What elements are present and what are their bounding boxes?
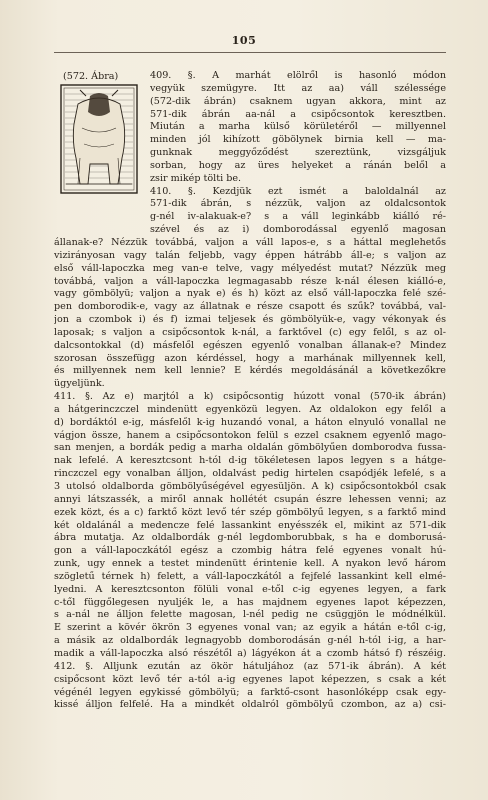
text-line: és millyennek nem kell lennie? E kérdés megoldásánál a következőkre [54,365,446,377]
text-line: két oldalánál a medencze felé lassankint enyésszék el, mikint az 571-dik [54,519,446,531]
text-line: 571-dik ábrán aa-nál a csipőcsontok keresztben. [150,108,446,120]
text-line: madik a váll-lapoczka alsó részétől a) lágyékon át a czomb hátsó f) részéig. [54,647,446,659]
text-line: minden jól kihízott göbölynek birnia kell — ma- [150,134,446,146]
text-line: szével és az i) domborodással egyenlő magosan [150,224,446,236]
text-line: első váll-lapoczka meg van-e telve, vagy mélyedést mutat? Nézzük meg [54,262,446,274]
text-line: ábra mutatja. Az oldalbordák g-nél legdomborubbak, s ha e domborusá- [54,532,446,544]
text-line: E szerint a kövér ökrön 3 egyenes vonal van; az egyik a hátán e-től c-ig, [54,622,446,634]
text-line: laposak; s valjon a csipőcsontok k-nál, a farktővel (c) egy felől, s az ol- [54,326,446,338]
text-line: g-nél iv-alakuak-e? s a váll leginkább kiálló ré- [150,211,446,223]
text-line: d) bordáktól e-ig, másfelől k-ig huzandó vonal, a háton elnyuló vonallal ne [54,416,446,428]
text-line: pen domborodik-e, vagy az állatnak e része csapott és szűk? továbbá, val- [54,301,446,313]
text-line: 410. §. Kezdjük ezt ismét a baloldalnál az [150,185,446,197]
text-line: Miután a marha külső körületéről — millyennel [150,121,446,133]
text-line: a hátgerinczczel mindenütt egyenközü legyen. Az oldalokon egy felől a [54,403,446,415]
text-line: 3 utolsó oldalborda gömbölyűségével egyesüljön. A k) csipőcsontokból csak [54,481,446,492]
text-line: 411. §. Az e) marjtól a k) csipőcsontig húzott vonal (570-ik ábrán) [54,391,446,403]
text-line: nak lefelé. A keresztcsont h-tól d-ig tökéletesen lapos legyen s a hátge- [54,455,446,467]
text-line: végénél legyen egykissé gömbölyü; a farktő-csont hasonlóképp csak egy- [54,686,446,698]
text-line: csipőcsont közt levő tér a-tól a-ig egyenes lapot képezzen, s csak a két [54,673,446,685]
text-line: vizirányosan vagy talán feljebb, vagy éppen hátrább áll-e; s valjon az [54,249,446,261]
text-line: zunk, ugy ennek a testet mindenütt érintenie kell. A nyakon levő három [54,558,446,570]
body-text [54,70,446,712]
text-line: a másik az oldalbordák legnagyobb domborodásán g-nél h-tól i-ig, a har- [54,635,446,647]
text-line: kissé álljon felfelé. Ha a mindkét oldalról gömbölyű czombon, az a) csi- [54,699,446,711]
figure-caption: (572. Ábra) [63,71,119,82]
page-number: 105 [231,34,257,47]
text-line: (572-dik ábrán) csaknem ugyan akkora, mint az [150,95,446,107]
text-line: c-től függőlegesen nyuljék le, a has majdnem egyenes lapot képezzen, [54,596,446,608]
text-line: ezek közt, és a c) farktő közt levő tér szép gömbölyű legyen, s a farktő mind [54,506,446,518]
text-line: ügyeljünk. [54,378,105,390]
text-line: sorban, hogy az üres helyeket a ránán belől a [150,159,446,171]
text-line: dalcsontokkal (d) másfelől egészen egyenlő vonalban állanak-e? Mindez [54,339,446,351]
text-line: 412. §. Alljunk ezután az ökör hátuljához (az 571-ik ábrán). A két [54,660,446,672]
text-line: vágjon össze, hanem a csipőcsontokon felül s ezzel csaknem egyenlő mago- [54,429,446,441]
header-rule [54,52,446,53]
text-line: 409. §. A marhát elölről is hasonló módon [150,70,446,81]
text-line: s a-nál ne álljon felette magosan, l-nél pedig ne csüggjön le módnélkül. [54,609,446,621]
text-line: 571-dik ábrán, s nézzük, valjon az oldalcsontok [150,198,446,210]
text-line: vagy gömbölyü; valjon a nyak e) és h) közt az első váll-lapoczka felé szé- [54,288,446,300]
text-line: annyi látszassék, a miről annak hollétét csupán észre lehessen venni; az [54,493,446,505]
text-line: továbbá, valjon a váll-lapoczka legmagasabb része k-nál élesen kiálló-e, [54,275,446,287]
text-line: san menjen, a bordák pedig a marha oldalán gömbölyűen domborodva fussa- [54,442,446,454]
text-line: állanak-e? Nézzük továbbá, valjon a váll lapos-e, s a háttal meglehetős [54,236,446,248]
text-line: gunknak meggyőződést szereztünk, vizsgáljuk [150,147,446,159]
text-line: szögletű térnek h) felett, a váll-lapoczkától a fejfelé lassankint kell elmé- [54,570,446,582]
text-line: lyedni. A keresztcsonton fölüli vonal e-től c-ig egyenes legyen, a fark [54,583,446,595]
text-line: zsir mikép tölti be. [150,172,242,184]
text-line: vegyük szemügyre. Itt az aa) váll szélessége [150,82,446,94]
text-line: szorosan összefügg azon kérdéssel, hogy a marhának millyennek kell, [54,352,446,364]
text-line: jon a czombok i) és f) izmai teljesek és gömbölyük-e, vagy vékonyak és [54,314,446,326]
text-line: rinczczel egy vonalban álljon, oldalvást pedig hirtelen csapódjék lefelé, s a [54,468,446,480]
text-line: gon a váll-lapoczkától egész a czombig hátra felé egyenes vonalt hú- [54,545,446,557]
